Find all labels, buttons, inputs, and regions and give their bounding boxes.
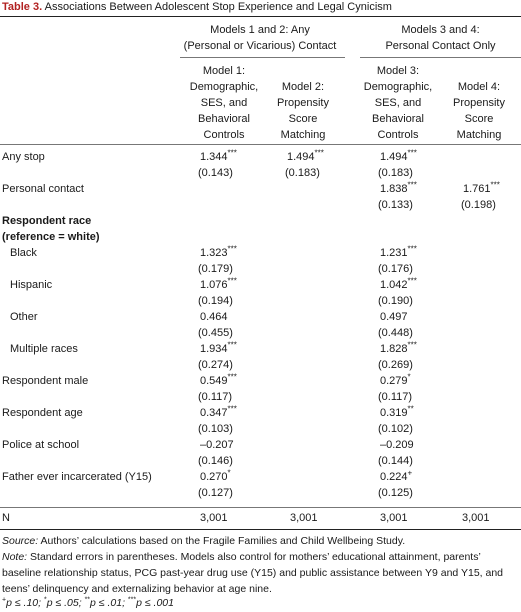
coefficient-cell: 1.231*** (380, 244, 417, 259)
table-title-text: Associations Between Adolescent Stop Experience and Legal Cynicism (44, 1, 392, 13)
row-label: Hispanic (10, 279, 53, 291)
table-title (2, 1, 392, 13)
significance-mark: *** (490, 180, 500, 190)
top-rule (0, 16, 521, 17)
group-rule-right (360, 57, 521, 58)
significance-mark: *** (407, 340, 417, 350)
row-label: Any stop (2, 151, 45, 163)
significance-mark: *** (227, 404, 237, 414)
table-end-rule (0, 529, 521, 530)
significance-mark: *** (227, 372, 237, 382)
header-rule (0, 144, 521, 145)
standard-error-cell: (0.455) (198, 327, 233, 339)
standard-error-cell: (0.125) (378, 487, 413, 499)
standard-error-cell: (0.103) (198, 423, 233, 435)
significance-mark: *** (407, 244, 417, 254)
source-note: Source: Authors’ calculations based on the Fragile Families and Child Wellbeing Study. (2, 535, 406, 547)
coefficient-cell: 0.279* (380, 372, 411, 387)
standard-error-cell: (0.274) (198, 359, 233, 371)
significance-mark: *** (227, 148, 237, 158)
significance-mark: *** (407, 276, 417, 286)
standard-error-cell: (0.198) (461, 199, 496, 211)
significance-mark: *** (314, 148, 324, 158)
row-label: Black (10, 247, 37, 259)
group-header-personal-contact: Models 3 and 4: Personal Contact Only (385, 24, 496, 52)
coefficient-cell: 0.464 (200, 311, 228, 323)
standard-error-cell: (0.127) (198, 487, 233, 499)
standard-error-cell: (0.190) (378, 295, 413, 307)
coefficient-cell: 1.042*** (380, 276, 417, 291)
significance-mark: *** (227, 244, 237, 254)
significance-mark: * (227, 468, 231, 478)
coefficient-cell: –0.209 (380, 439, 414, 451)
table-number: Table 3. (2, 1, 43, 13)
coefficient-cell: 1.838*** (380, 180, 417, 195)
coefficient-cell: 1.323*** (200, 244, 237, 259)
model-1-header: Model 1: Demographic, SES, and Behavioral Controls (189, 65, 259, 141)
coefficient-cell: 1.828*** (380, 340, 417, 355)
standard-error-cell: (0.117) (198, 391, 233, 403)
standard-error-cell: (0.117) (378, 391, 413, 403)
n-value: 3,001 (200, 512, 228, 524)
standard-error-cell: (0.183) (285, 167, 320, 179)
standard-error-cell: (0.144) (378, 455, 413, 467)
row-group-heading: Respondent race (2, 215, 92, 227)
row-label: Multiple races (10, 343, 78, 355)
standard-error-cell: (0.194) (198, 295, 233, 307)
standard-error-cell: (0.269) (378, 359, 413, 371)
coefficient-cell: 1.076*** (200, 276, 237, 291)
general-note: Note: Standard errors in parentheses. Models also control for mothers’ educational attainment, parents’ baseline relationship status, PCG past-year drug use (Y15) and public assistance between Y9 and Y15, and teens’ delinquency and externalizing behavior at age nine. (2, 551, 504, 595)
standard-error-cell: (0.179) (198, 263, 233, 275)
row-label: Respondent male (2, 375, 89, 387)
standard-error-cell: (0.133) (378, 199, 413, 211)
significance-mark: *** (407, 180, 417, 190)
coefficient-cell: 0.347*** (200, 404, 237, 419)
coefficient-cell: 1.494*** (287, 148, 324, 163)
significance-mark: *** (227, 276, 237, 286)
standard-error-cell: (0.448) (378, 327, 413, 339)
significance-mark: + (407, 468, 413, 478)
row-group-heading: (reference = white) (2, 231, 100, 243)
coefficient-cell: 0.270* (200, 468, 231, 483)
standard-error-cell: (0.176) (378, 263, 413, 275)
coefficient-cell: 0.319** (380, 404, 414, 419)
standard-error-cell: (0.146) (198, 455, 233, 467)
coefficient-cell: 0.549*** (200, 372, 237, 387)
n-value: 3,001 (462, 512, 490, 524)
coefficient-cell: 0.497 (380, 311, 408, 323)
n-value: 3,001 (380, 512, 408, 524)
row-label: Respondent age (2, 407, 83, 419)
row-label: Personal contact (2, 183, 84, 195)
model-2-header: Model 2: Propensity Score Matching (277, 81, 329, 141)
standard-error-cell: (0.183) (378, 167, 413, 179)
coefficient-cell: 1.761*** (463, 180, 500, 195)
significance-mark: *** (227, 340, 237, 350)
group-rule-left (180, 57, 345, 58)
coefficient-cell: 1.494*** (380, 148, 417, 163)
n-label: N (2, 512, 10, 524)
row-label: Father ever incarcerated (Y15) (2, 471, 152, 483)
standard-error-cell: (0.102) (378, 423, 413, 435)
coefficient-cell: 1.934*** (200, 340, 237, 355)
n-value: 3,001 (290, 512, 318, 524)
model-3-header: Model 3: Demographic, SES, and Behavioral Controls (363, 65, 433, 141)
significance-mark: ** (407, 404, 414, 414)
significance-note: +p ≤ .10; *p ≤ .05; **p ≤ .01; ***p ≤ .001 (2, 596, 174, 609)
bottom-rule (0, 507, 521, 508)
coefficient-cell: 0.224+ (380, 468, 413, 483)
group-header-any-contact: Models 1 and 2: Any (Personal or Vicarious) Contact (183, 24, 337, 52)
significance-mark: *** (407, 148, 417, 158)
coefficient-cell: 1.344*** (200, 148, 237, 163)
row-label: Other (10, 311, 38, 323)
row-label: Police at school (2, 439, 80, 451)
model-4-header: Model 4: Propensity Score Matching (453, 81, 505, 141)
standard-error-cell: (0.143) (198, 167, 233, 179)
significance-mark: * (407, 372, 411, 382)
coefficient-cell: –0.207 (200, 439, 234, 451)
